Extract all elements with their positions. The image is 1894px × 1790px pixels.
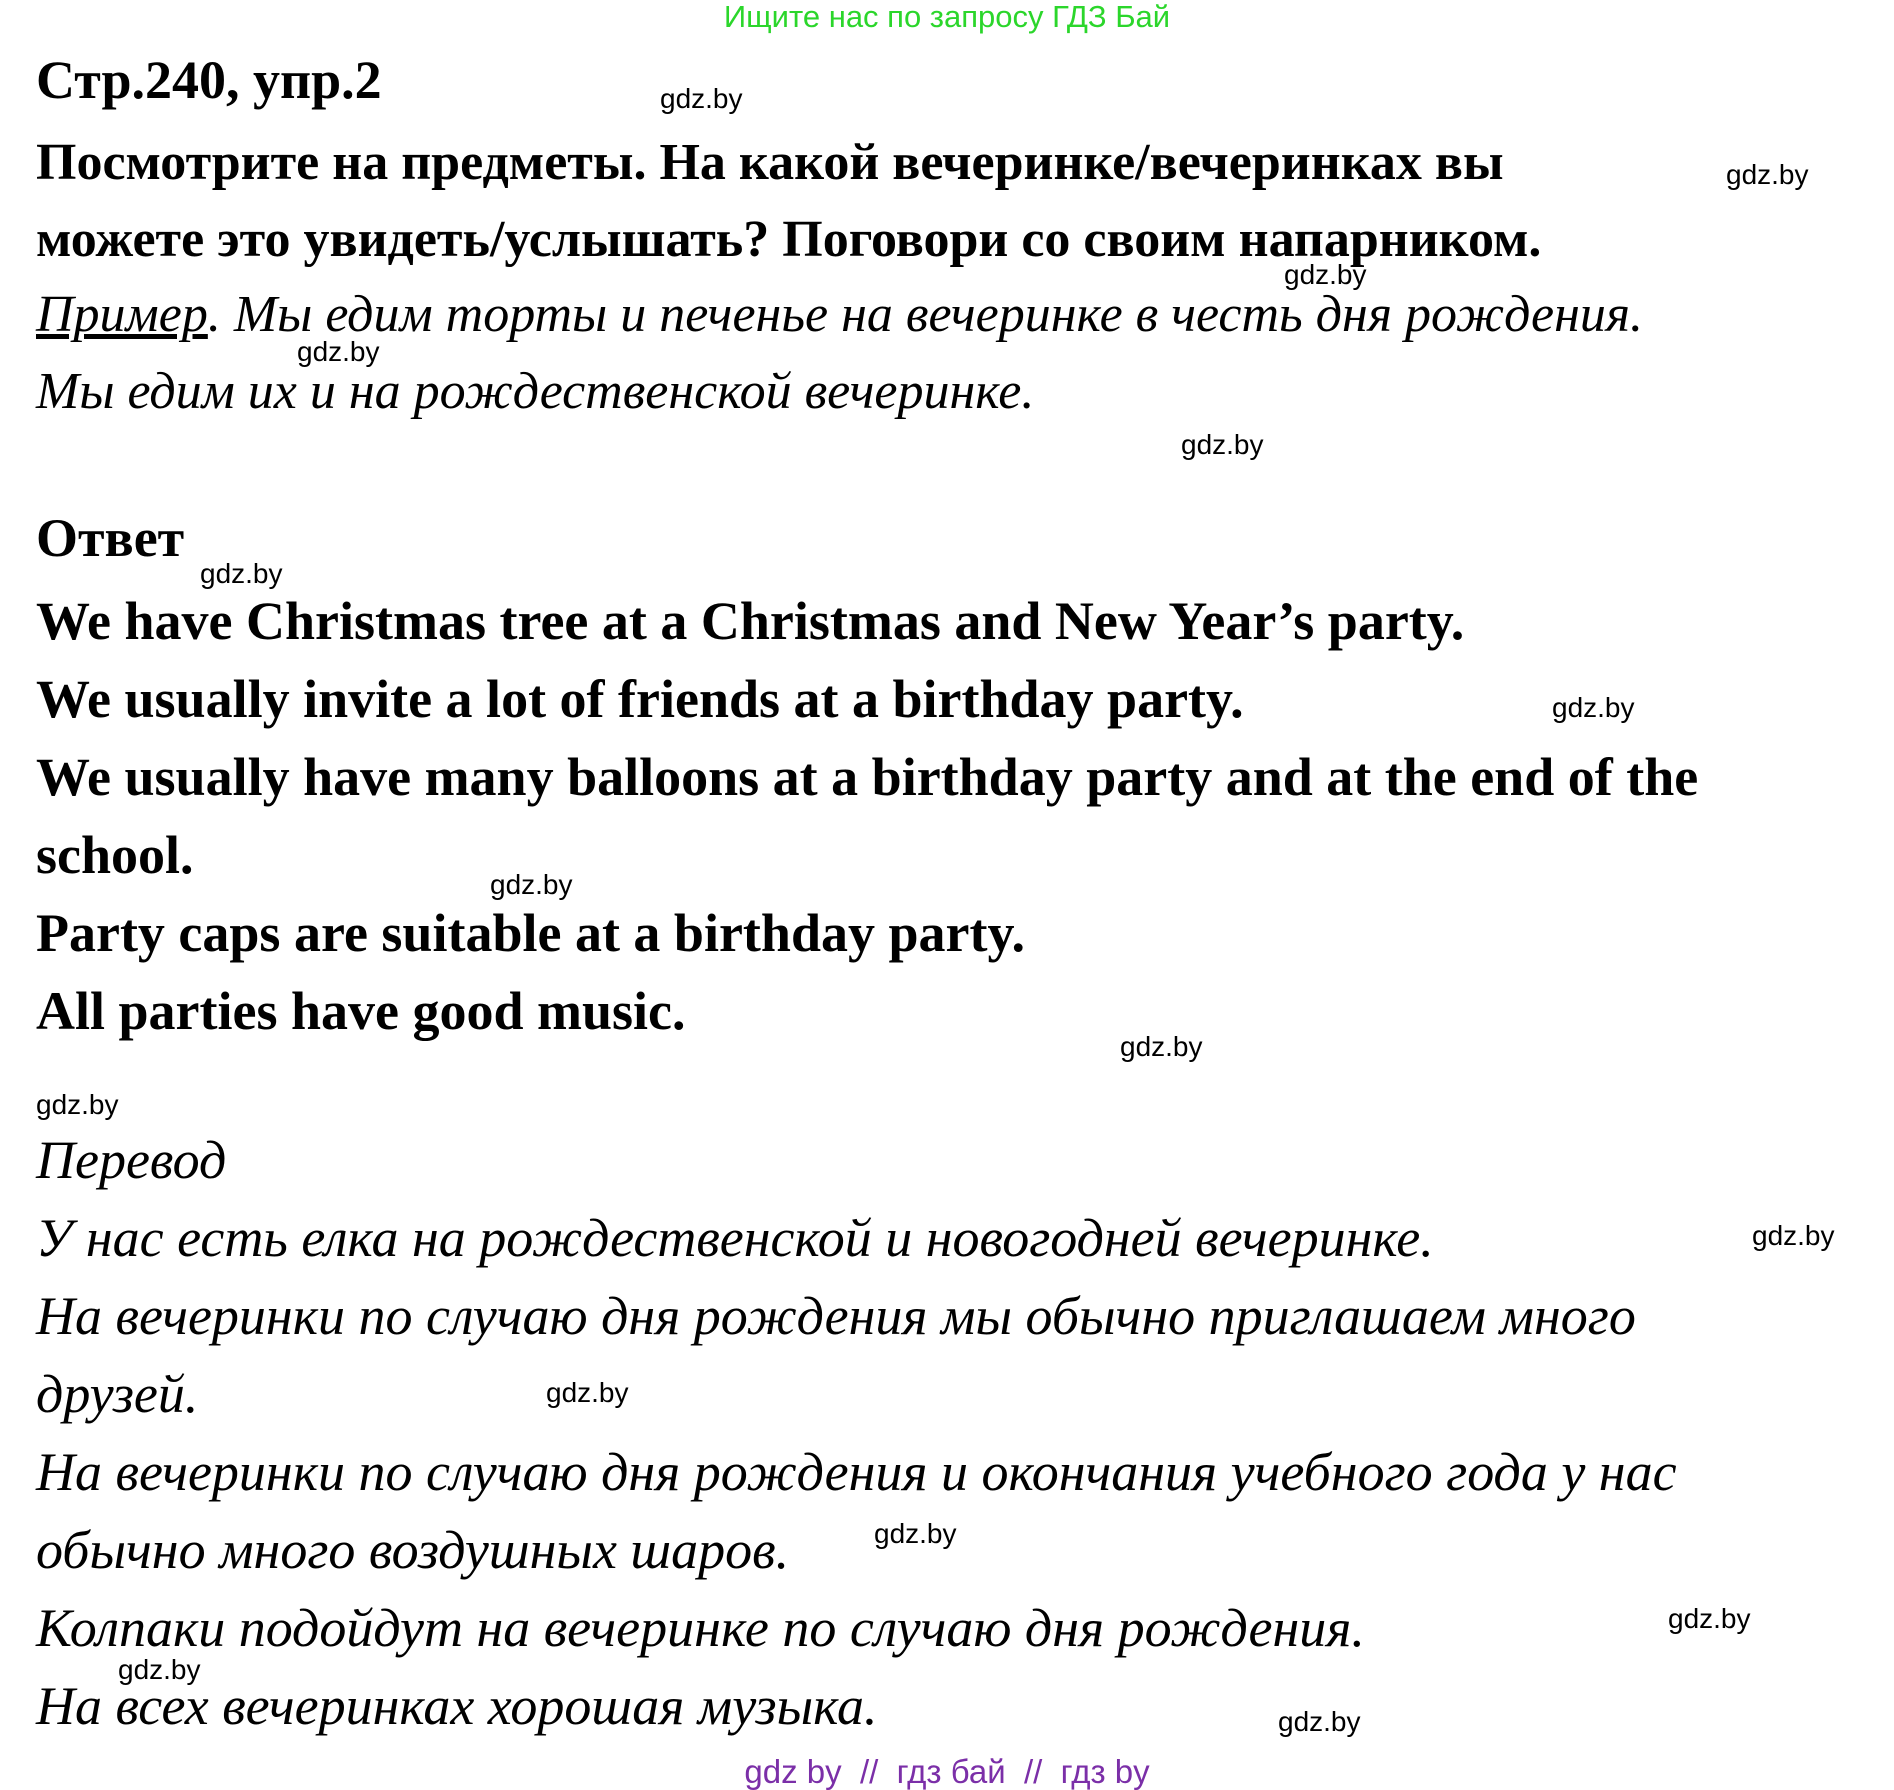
watermark: gdz.by: [1726, 159, 1809, 190]
watermark: gdz.by: [200, 558, 283, 589]
watermark: gdz.by: [1120, 1031, 1203, 1062]
watermark: gdz.by: [874, 1518, 957, 1549]
watermark: gdz.by: [1284, 259, 1367, 290]
answer-line: We usually have many balloons at a birthday party and at the end of the: [36, 747, 1699, 807]
translation-line: На всех вечеринках хорошая музыка.: [36, 1676, 878, 1736]
watermark: gdz.by: [118, 1654, 201, 1685]
watermark: gdz.by: [1668, 1603, 1751, 1634]
page-title: Стр.240, упр.2: [36, 50, 382, 110]
answer-line: We usually invite a lot of friends at a birthday party.: [36, 669, 1244, 729]
example-text: . Мы едим торты и печенье на вечеринке в честь дня рождения.: [207, 286, 1644, 343]
footer-links: gdz by // гдз бай // гдз by: [744, 1753, 1150, 1790]
watermark: gdz.by: [1752, 1220, 1835, 1251]
translation-line: Колпаки подойдут на вечеринке по случаю дня рождения.: [36, 1598, 1365, 1658]
translation-line: друзей.: [36, 1364, 199, 1424]
answer-line: We have Christmas tree at a Christmas and New Year’s party.: [36, 591, 1465, 651]
translation-heading: Перевод: [36, 1130, 227, 1190]
watermark: gdz.by: [1181, 429, 1264, 460]
answer-line: All parties have good music.: [36, 981, 686, 1041]
translation-line: У нас есть елка на рождественской и новогодней вечеринке.: [36, 1208, 1434, 1268]
watermark: gdz.by: [660, 83, 743, 114]
example-line: [36, 276, 1643, 353]
watermark: gdz.by: [36, 1089, 119, 1120]
task-line: Посмотрите на предметы. На какой вечеринке/вечеринках вы: [36, 134, 1504, 191]
watermark: gdz.by: [297, 336, 380, 367]
answer-list: [36, 582, 1698, 1050]
watermark: gdz.by: [546, 1377, 629, 1408]
answer-line: school.: [36, 825, 194, 885]
translation-line: обычно много воздушных шаров.: [36, 1520, 790, 1580]
translation-block: [36, 1121, 1677, 1745]
answer-heading: Ответ: [36, 508, 185, 568]
example-block: [36, 276, 1643, 430]
example-label: Пример: [36, 286, 208, 343]
watermark: gdz.by: [1552, 692, 1635, 723]
translation-line: На вечеринки по случаю дня рождения и окончания учебного года у нас: [36, 1442, 1677, 1502]
watermark: gdz.by: [490, 869, 573, 900]
task-line: можете это увидеть/услышать? Поговори со своим напарником.: [36, 211, 1542, 268]
task-text: [36, 124, 1541, 278]
translation-line: На вечеринки по случаю дня рождения мы обычно приглашаем много: [36, 1286, 1636, 1346]
answer-line: Party caps are suitable at a birthday party.: [36, 903, 1025, 963]
top-banner: Ищите нас по запросу ГДЗ Бай: [723, 0, 1171, 34]
example-line: Мы едим их и на рождественской вечеринке.: [36, 363, 1035, 420]
watermark: gdz.by: [1278, 1706, 1361, 1737]
